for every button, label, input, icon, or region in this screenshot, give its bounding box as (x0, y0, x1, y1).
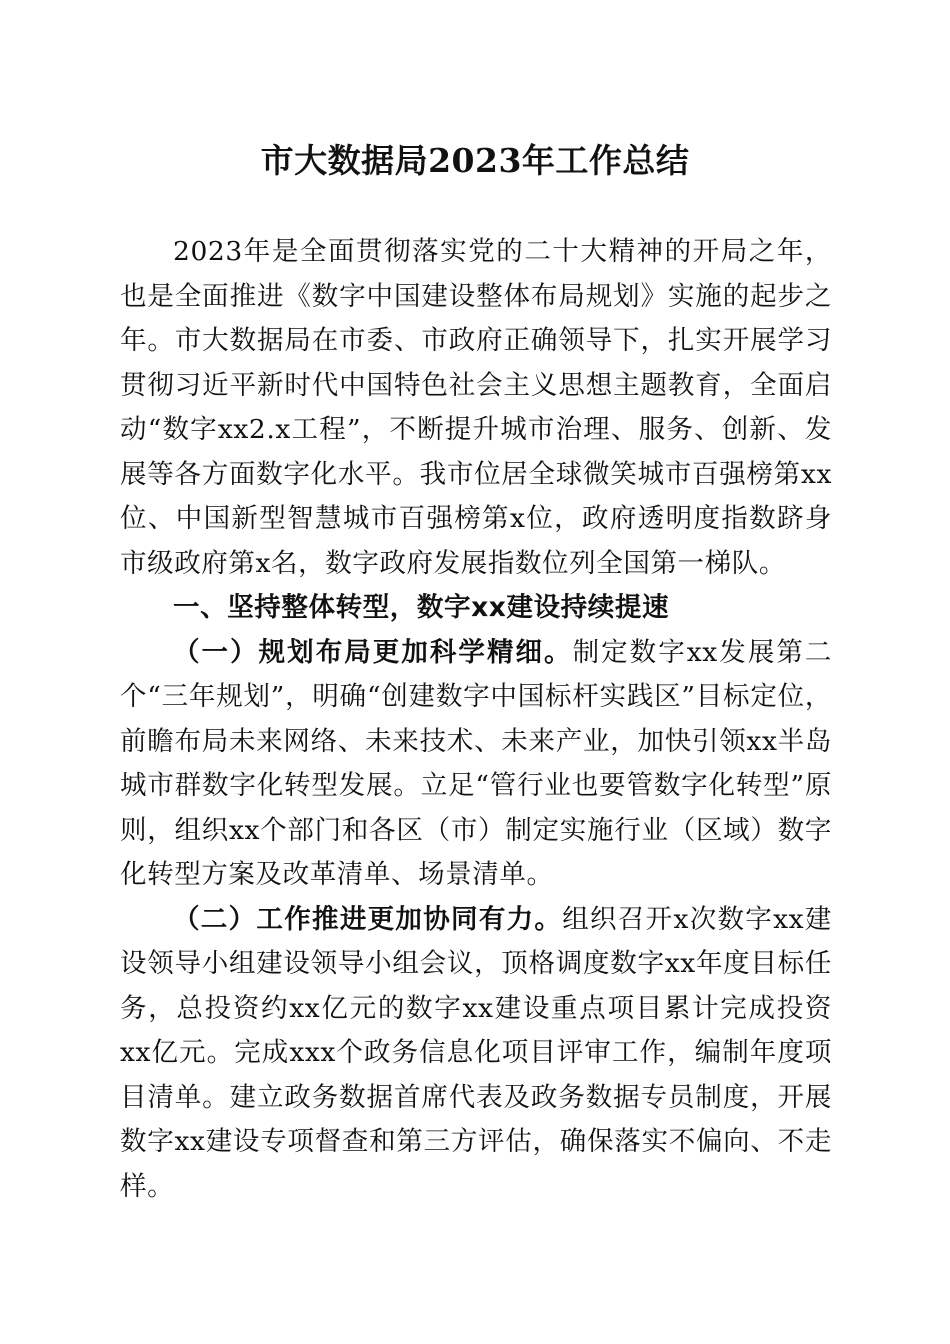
intro-paragraph: 2023年是全面贯彻落实党的二十大精神的开局之年，也是全面推进《数字中国建设整体布局规划》实施的起步之年。市大数据局在市委、市政府正确领导下，扎实开展学习贯彻习近平新时代中国特色社会主义思想主题教育，全面启动“数字xx2.x工程”，不断提升城市治理、服务、创新、发展等各方面数字化水平。我市位居全球微笑城市百强榜第xx位、中国新型智慧城市百强榜第x位，政府透明度指数跻身市级政府第x名，数字政府发展指数位列全国第一梯队。 (120, 236, 832, 579)
section-heading: 一、坚持整体转型，数字xx建设持续提速 (173, 592, 670, 623)
document-title: 市大数据局2023年工作总结 (260, 141, 690, 180)
subsection-heading-1: （一）规划布局更加科学精细。 (173, 636, 573, 668)
subsection-text-1: 制定数字xx发展第二个“三年规划”，明确“创建数字中国标杆实践区”目标定位，前瞻布局未来网络、未来技术、未来产业，加快引领xx半岛城市群数字化转型发展。立足“管行业也要管数字化转型”原则，组织xx个部门和各区（市）制定实施行业（区域）数字化转型方案及改革清单、场景清单。 (120, 636, 832, 890)
document-body (120, 230, 832, 1209)
subsection-text-2: 组织召开x次数字xx建设领导小组建设领导小组会议，顶格调度数字xx年度目标任务，总投资约xx亿元的数字xx建设重点项目累计完成投资xx亿元。完成xxx个政务信息化项目评审工作，编制年度项目清单。建立政务数据首席代表及政务数据专员制度，开展数字xx建设专项督查和第三方评估，确保落实不偏向、不走样。 (120, 903, 832, 1202)
section-paragraph-2 (120, 898, 832, 1210)
section-paragraph-1 (120, 631, 832, 898)
subsection-heading-2: （二）工作推进更加协同有力。 (173, 903, 563, 935)
